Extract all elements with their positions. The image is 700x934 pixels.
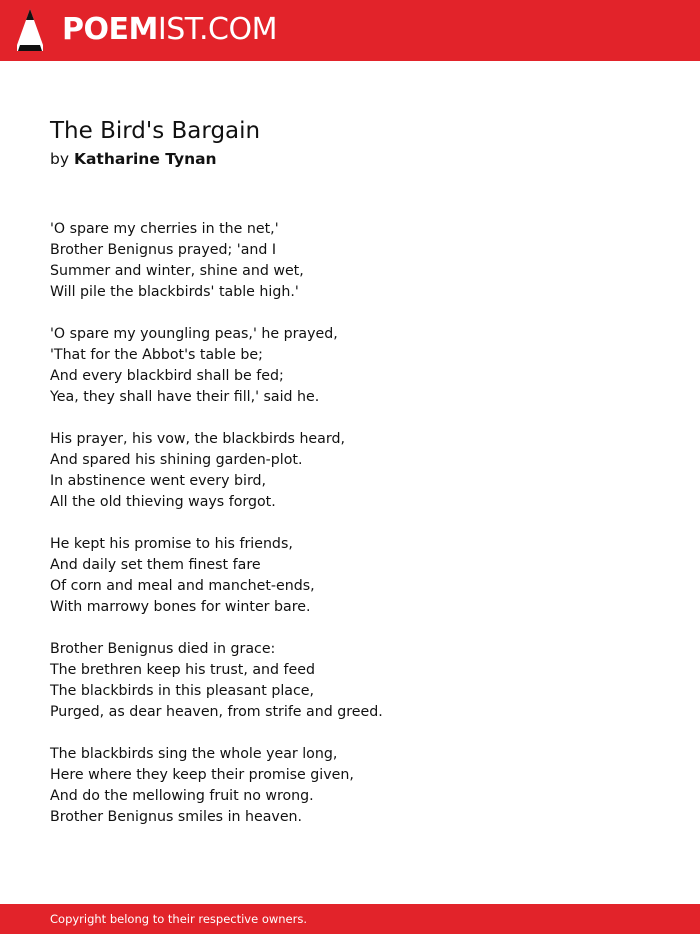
poem-line: Brother Benignus died in grace: [50,641,276,657]
poem-line: And every blackbird shall be fed; [50,368,284,384]
poem-line: Purged, as dear heaven, from strife and greed. [50,704,383,720]
site-footer [0,904,700,934]
logo-text-bold: POEM [62,12,158,47]
poem-line: 'O spare my cherries in the net,' [50,221,279,237]
poem-line: Will pile the blackbirds' table high.' [50,284,299,300]
poem-line: He kept his promise to his friends, [50,536,293,552]
poem-stanza [50,429,383,513]
poem-line: And daily set them finest fare [50,557,261,573]
poem-line: Brother Benignus smiles in heaven. [50,809,303,825]
poem-author: Katharine Tynan [73,150,217,168]
poem-line: All the old thieving ways forgot. [50,494,276,510]
poem-line: Of corn and meal and manchet-ends, [50,578,315,594]
logo-text-light: IST.COM [157,12,277,47]
poem-byline [50,148,217,170]
poem-line: Here where they keep their promise given, [50,767,354,783]
poem-line: 'O spare my youngling peas,' he prayed, [50,326,338,342]
poem-line: In abstinence went every bird, [50,473,267,489]
poem-line: The blackbirds in this pleasant place, [50,683,315,699]
poem-line: With marrowy bones for winter bare. [50,599,311,615]
poem-stanza [50,534,383,618]
site-logo[interactable] [62,12,277,48]
pencil-logo-icon[interactable] [17,9,43,51]
poem-line: The blackbirds sing the whole year long, [50,746,338,762]
by-label: by [50,150,70,168]
poem-line: Summer and winter, shine and wet, [50,263,304,279]
poem-stanza [50,744,383,828]
poem-line: His prayer, his vow, the blackbirds heard, [50,431,345,447]
poem-line: Brother Benignus prayed; 'and I [50,242,277,258]
poem-stanza [50,639,383,723]
poem-title: The Bird's Bargain [50,118,261,144]
poem-line: Yea, they shall have their fill,' said he. [50,389,320,405]
site-header [0,0,700,61]
poem-body [50,219,383,849]
poem-line: 'That for the Abbot's table be; [50,347,263,363]
poem-line: And do the mellowing fruit no wrong. [50,788,314,804]
poem-line: And spared his shining garden-plot. [50,452,303,468]
poem-stanza [50,324,383,408]
poem-stanza [50,219,383,303]
copyright-text: Copyright belong to their respective owners. [50,912,308,926]
poem-line: The brethren keep his trust, and feed [50,662,315,678]
